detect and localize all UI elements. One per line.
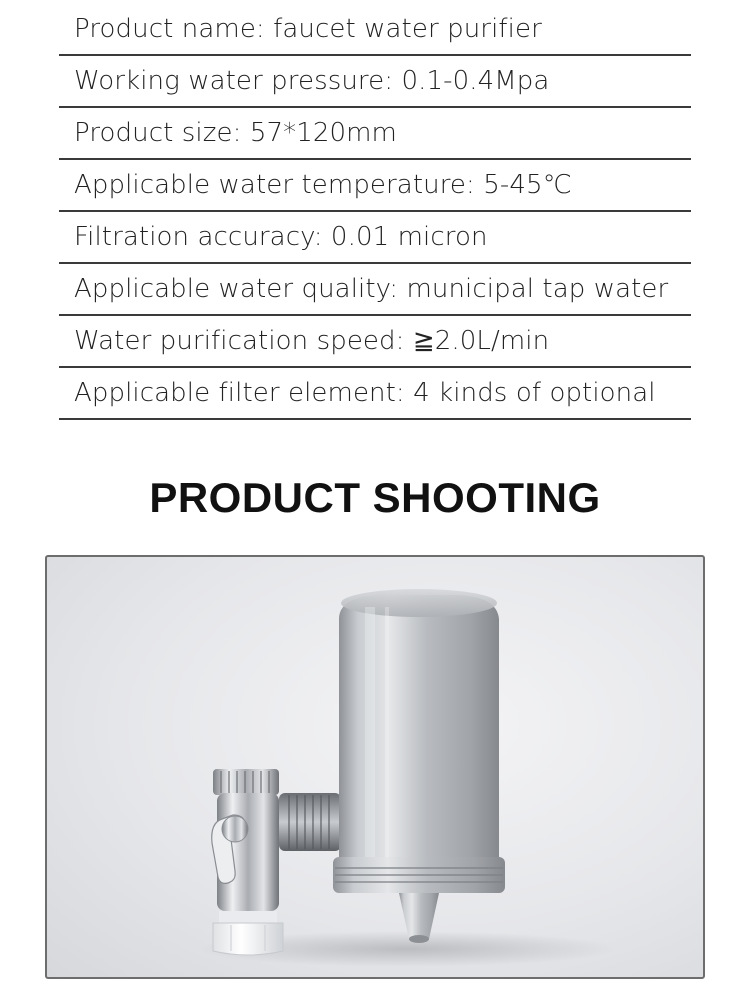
- spec-table: [59, 4, 691, 420]
- spec-row-product-name: [59, 4, 691, 56]
- faucet-water-purifier-illustration: [47, 557, 703, 977]
- spec-row-pressure: [59, 56, 691, 108]
- spec-text: Filtration accuracy: 0.01 micron: [74, 222, 488, 252]
- spec-row-filter-element: [59, 368, 691, 420]
- spec-row-speed: [59, 316, 691, 368]
- spec-row-water-quality: [59, 264, 691, 316]
- product-photo: [45, 555, 705, 979]
- spec-text: Applicable water temperature: 5-45℃: [74, 170, 572, 200]
- spec-row-temperature: [59, 160, 691, 212]
- spec-text: Applicable water quality: municipal tap water: [74, 274, 669, 304]
- spec-text: Product name: faucet water purifier: [74, 14, 542, 44]
- spec-row-accuracy: [59, 212, 691, 264]
- spec-text: Working water pressure: 0.1-0.4Mpa: [74, 66, 550, 96]
- spec-text: Water purification speed: ≧2.0L/min: [74, 326, 550, 356]
- spec-row-size: [59, 108, 691, 160]
- section-title: PRODUCT SHOOTING: [149, 474, 601, 521]
- spec-text: Applicable filter element: 4 kinds of optional: [74, 378, 656, 408]
- spec-text: Product size: 57*120mm: [74, 118, 397, 148]
